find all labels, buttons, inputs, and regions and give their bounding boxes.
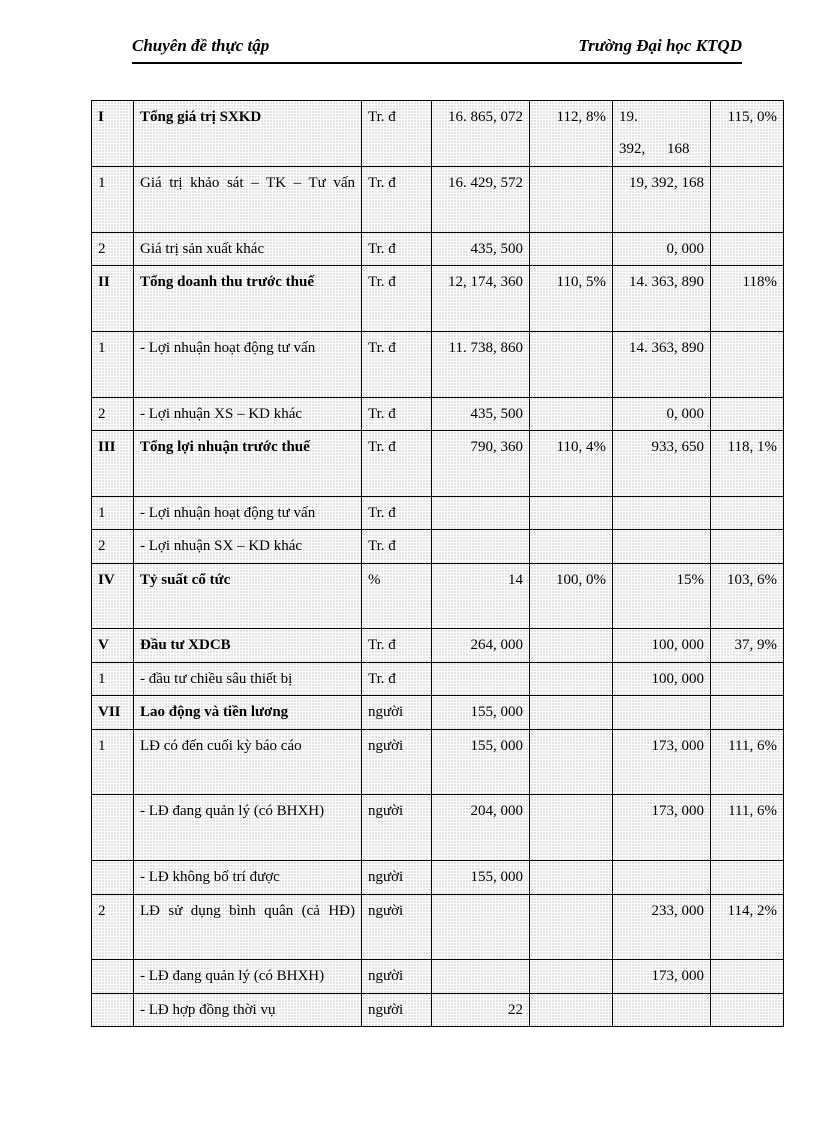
row-value-1: 11. 738, 860 [432,331,530,397]
table-row [92,795,784,861]
row-stt: IV [92,563,134,629]
row-value-2: 14. 363, 890 [613,331,711,397]
row-percent-1 [530,993,613,1026]
row-percent-1 [530,496,613,529]
row-value-2: 173, 000 [613,795,711,861]
row-value-2: 173, 000 [613,960,711,993]
row-percent-1: 110, 5% [530,266,613,332]
table-row [92,101,784,167]
row-value-2: 933, 650 [613,431,711,497]
row-name: - Lợi nhuận hoạt động tư vấn [134,331,362,397]
row-stt: 1 [92,496,134,529]
row-name: LĐ có đến cuối kỳ báo cáo [134,729,362,795]
table-row [92,331,784,397]
row-value-1: 435, 500 [432,232,530,265]
row-value-1 [432,960,530,993]
row-value-2 [613,696,711,729]
row-value-2: 15% [613,563,711,629]
row-percent-1 [530,894,613,960]
row-value-2 [613,530,711,563]
row-unit: Tr. đ [362,101,432,167]
row-stt: 2 [92,530,134,563]
row-percent-2 [711,696,784,729]
row-percent-1 [530,397,613,430]
row-value-1: 204, 000 [432,795,530,861]
table-row [92,696,784,729]
row-unit: Tr. đ [362,629,432,662]
row-stt: II [92,266,134,332]
row-value-1: 155, 000 [432,729,530,795]
row-percent-2 [711,232,784,265]
row-name: - Lợi nhuận SX – KD khác [134,530,362,563]
table-row [92,496,784,529]
row-unit: % [362,563,432,629]
row-percent-1 [530,530,613,563]
row-name: LĐ sử dụng bình quân (cả HĐ) [134,894,362,960]
row-stt [92,795,134,861]
row-percent-1 [530,629,613,662]
row-value-2: 173, 000 [613,729,711,795]
row-percent-2: 111, 6% [711,729,784,795]
row-value-2: 0, 000 [613,397,711,430]
row-unit: người [362,696,432,729]
row-value-2: 14. 363, 890 [613,266,711,332]
row-stt: V [92,629,134,662]
row-value-1: 12, 174, 360 [432,266,530,332]
row-stt [92,960,134,993]
row-value-1 [432,894,530,960]
row-name: Tổng giá trị SXKD [134,101,362,167]
row-value-1: 155, 000 [432,696,530,729]
row-percent-2 [711,960,784,993]
table-row [92,861,784,894]
row-name: - LĐ hợp đồng thời vụ [134,993,362,1026]
row-name: Lao động và tiền lương [134,696,362,729]
row-percent-2: 114, 2% [711,894,784,960]
row-name: Tỷ suất cổ tức [134,563,362,629]
row-stt: 1 [92,729,134,795]
row-percent-1: 100, 0% [530,563,613,629]
row-percent-1: 112, 8% [530,101,613,167]
row-percent-2: 115, 0% [711,101,784,167]
row-name: Tổng doanh thu trước thuế [134,266,362,332]
row-name: Giá trị khảo sát – TK – Tư vấn [134,166,362,232]
header-title-right: Trường Đại học KTQD [578,36,742,55]
table-row [92,530,784,563]
row-unit: Tr. đ [362,166,432,232]
row-unit: Tr. đ [362,662,432,695]
row-percent-1 [530,331,613,397]
row-value-1: 14 [432,563,530,629]
row-value-1 [432,496,530,529]
row-percent-1 [530,696,613,729]
row-unit: người [362,993,432,1026]
row-name: - LĐ đang quản lý (có BHXH) [134,795,362,861]
table-row [92,563,784,629]
row-value-1: 264, 000 [432,629,530,662]
row-unit: Tr. đ [362,331,432,397]
row-percent-2: 37, 9% [711,629,784,662]
row-unit: người [362,894,432,960]
row-percent-1: 110, 4% [530,431,613,497]
row-stt: 1 [92,331,134,397]
row-unit: người [362,729,432,795]
row-name: - đầu tư chiều sâu thiết bị [134,662,362,695]
row-unit: Tr. đ [362,266,432,332]
row-percent-1 [530,729,613,795]
row-value-2: 100, 000 [613,662,711,695]
table-row [92,662,784,695]
row-name: - LĐ đang quản lý (có BHXH) [134,960,362,993]
table-row [92,431,784,497]
row-name: Đầu tư XDCB [134,629,362,662]
table-row [92,397,784,430]
row-stt: 2 [92,232,134,265]
row-unit: Tr. đ [362,496,432,529]
row-value-1: 16. 865, 072 [432,101,530,167]
table-row [92,266,784,332]
row-name: - Lợi nhuận XS – KD khác [134,397,362,430]
row-name: Tổng lợi nhuận trước thuế [134,431,362,497]
row-percent-1 [530,795,613,861]
row-unit: Tr. đ [362,530,432,563]
row-stt [92,861,134,894]
row-value-2: 0, 000 [613,232,711,265]
row-percent-1 [530,662,613,695]
row-percent-1 [530,166,613,232]
row-value-1 [432,662,530,695]
row-value-2: 233, 000 [613,894,711,960]
table-row [92,993,784,1026]
row-percent-2: 118% [711,266,784,332]
row-unit: Tr. đ [362,431,432,497]
row-name: Giá trị sản xuất khác [134,232,362,265]
table-row [92,960,784,993]
table-row [92,729,784,795]
row-percent-2 [711,397,784,430]
row-name: - LĐ không bố trí được [134,861,362,894]
row-percent-2 [711,496,784,529]
row-percent-2: 118, 1% [711,431,784,497]
row-unit: người [362,861,432,894]
row-value-2 [613,496,711,529]
row-percent-1 [530,960,613,993]
row-percent-2 [711,662,784,695]
row-percent-2 [711,861,784,894]
row-unit: người [362,960,432,993]
row-percent-2: 103, 6% [711,563,784,629]
row-percent-2: 111, 6% [711,795,784,861]
row-value-2: 19. 392, 168 [613,101,711,167]
row-unit: người [362,795,432,861]
row-percent-2 [711,530,784,563]
table-row [92,166,784,232]
row-value-2 [613,861,711,894]
row-percent-2 [711,166,784,232]
table-row [92,232,784,265]
header-title-left: Chuyên đề thực tập [132,36,270,55]
row-percent-2 [711,331,784,397]
row-stt: III [92,431,134,497]
row-value-1: 790, 360 [432,431,530,497]
row-stt: 2 [92,397,134,430]
row-stt: 1 [92,662,134,695]
row-percent-2 [711,993,784,1026]
row-percent-1 [530,861,613,894]
row-value-2 [613,993,711,1026]
row-value-1: 155, 000 [432,861,530,894]
row-value-2: 100, 000 [613,629,711,662]
row-value-1 [432,530,530,563]
row-stt [92,993,134,1026]
row-stt: 1 [92,166,134,232]
row-percent-1 [530,232,613,265]
report-table [91,100,784,1027]
table-row [92,894,784,960]
row-value-1: 16. 429, 572 [432,166,530,232]
row-value-1: 22 [432,993,530,1026]
row-unit: Tr. đ [362,397,432,430]
row-name: - Lợi nhuận hoạt động tư vấn [134,496,362,529]
table-row [92,629,784,662]
row-value-2: 19, 392, 168 [613,166,711,232]
page-header [132,36,742,64]
row-value-1: 435, 500 [432,397,530,430]
row-stt: I [92,101,134,167]
row-unit: Tr. đ [362,232,432,265]
row-stt: 2 [92,894,134,960]
row-stt: VII [92,696,134,729]
